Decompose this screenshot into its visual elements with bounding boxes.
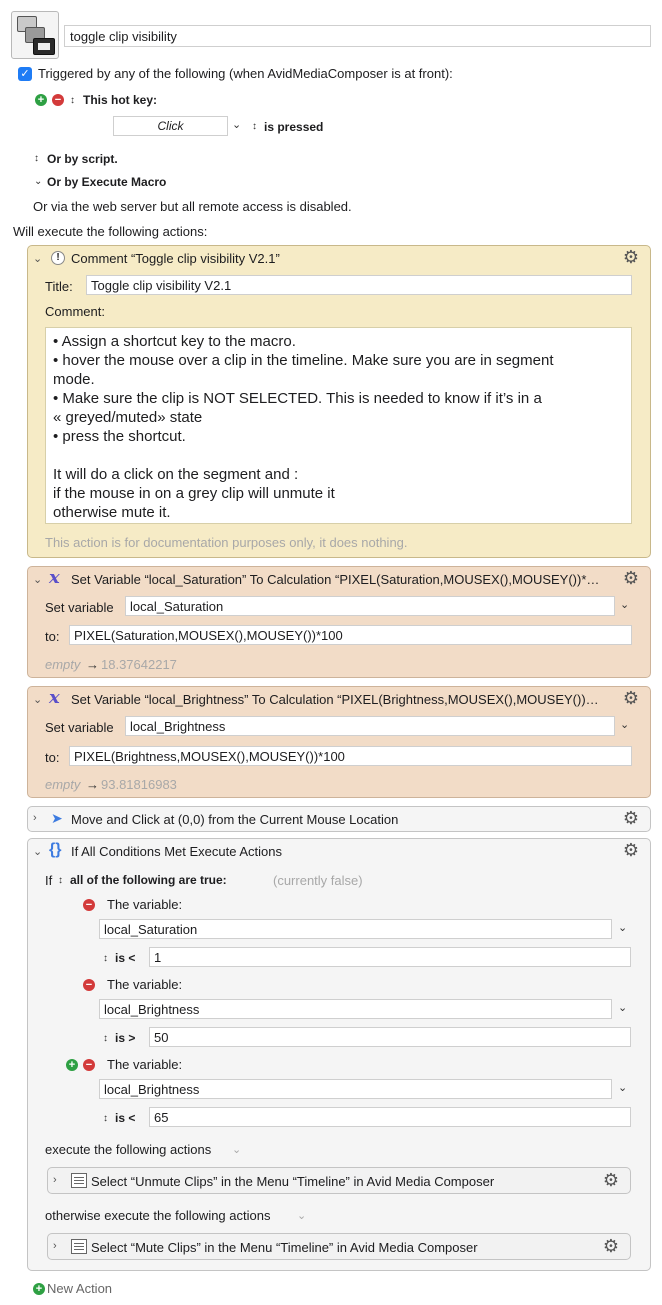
condition-value-input[interactable]: 1 xyxy=(149,947,631,967)
condition-op-stepper[interactable]: ↕ xyxy=(103,953,108,964)
comment-line: mode. xyxy=(53,371,95,388)
setvar1-to-label: to: xyxy=(45,629,60,644)
comment-line: « greyed/muted» state xyxy=(53,409,203,426)
new-action-button[interactable]: New Action xyxy=(47,1281,113,1296)
setvar2-result: 93.81816983 xyxy=(101,777,177,792)
web-server-label: Or via the web server but all remote access is disabled. xyxy=(33,199,352,214)
variable-x-icon: x xyxy=(49,687,60,708)
will-execute-label: Will execute the following actions: xyxy=(13,224,208,239)
cursor-click-icon: ➤ xyxy=(51,810,63,826)
comment-label: Comment: xyxy=(45,304,105,319)
setvar1-disclosure-icon[interactable]: ⌄ xyxy=(33,574,43,586)
if-label: If xyxy=(45,873,53,888)
setvar1-empty-label: empty xyxy=(45,657,81,672)
hotkey-dropdown-icon[interactable]: ⌄ xyxy=(232,119,242,131)
comment-line: if the mouse in on a grey clip will unmute it xyxy=(53,485,335,502)
condition-variable-dropdown-icon[interactable]: ⌄ xyxy=(618,1002,628,1014)
add-trigger-button[interactable]: + xyxy=(35,94,47,106)
trigger-checkbox[interactable]: ✓ xyxy=(18,67,32,81)
condition-variable-input[interactable]: local_Brightness xyxy=(99,1079,612,1099)
setvar2-gear-icon[interactable]: ⚙ xyxy=(622,688,640,708)
comment-line: • press the shortcut. xyxy=(53,428,186,445)
comment-title-input[interactable]: Toggle clip visibility V2.1 xyxy=(86,275,632,295)
condition-mode[interactable]: all of the following are true: xyxy=(70,873,227,887)
if-disclosure-icon[interactable]: ⌄ xyxy=(33,846,43,858)
condition-value-input[interactable]: 65 xyxy=(149,1107,631,1127)
setvar2-arrow-icon: → xyxy=(86,777,99,792)
else-label: otherwise execute the following actions xyxy=(45,1208,271,1223)
comment-line: otherwise mute it. xyxy=(53,504,171,521)
remove-trigger-button[interactable]: − xyxy=(52,94,64,106)
move-click-gear-icon[interactable]: ⚙ xyxy=(622,808,640,828)
then-dropdown-icon[interactable]: ⌄ xyxy=(232,1144,242,1156)
setvar1-set-label: Set variable xyxy=(45,600,114,615)
window-icon-front xyxy=(33,38,55,55)
setvar2-empty-label: empty xyxy=(45,777,81,792)
comment-line: It will do a click on the segment and : xyxy=(53,466,299,483)
comment-action-title: Comment “Toggle clip visibility V2.1” xyxy=(71,251,280,266)
setvar1-variable-dropdown-icon[interactable]: ⌄ xyxy=(620,599,630,611)
unmute-disclosure-icon[interactable]: › xyxy=(53,1174,57,1186)
condition-variable-input[interactable]: local_Saturation xyxy=(99,919,612,939)
trigger-type-stepper[interactable]: ↕ xyxy=(70,95,75,106)
setvar2-variable-input[interactable]: local_Brightness xyxy=(125,716,615,736)
condition-label: The variable: xyxy=(107,977,183,992)
remove-condition-button[interactable]: − xyxy=(83,899,95,911)
else-dropdown-icon[interactable]: ⌄ xyxy=(297,1210,307,1222)
hotkey-condition[interactable]: is pressed xyxy=(264,120,324,134)
comment-title-label: Title: xyxy=(45,279,73,294)
hotkey-field[interactable]: Click xyxy=(113,116,228,136)
comment-disclosure-icon[interactable]: ⌄ xyxy=(33,253,43,265)
condition-op-stepper[interactable]: ↕ xyxy=(103,1113,108,1124)
macro-name-input[interactable]: toggle clip visibility xyxy=(64,25,651,47)
comment-line: • hover the mouse over a clip in the timeline. Make sure you are in segment xyxy=(53,352,554,369)
execute-macro-trigger-stepper[interactable]: ⌄ xyxy=(34,176,43,187)
mute-disclosure-icon[interactable]: › xyxy=(53,1240,57,1252)
new-action-plus-icon[interactable]: + xyxy=(33,1283,45,1295)
condition-op[interactable]: is < xyxy=(115,1111,136,1125)
condition-mode-stepper[interactable]: ↕ xyxy=(58,875,63,886)
condition-op[interactable]: is > xyxy=(115,1031,136,1045)
remove-condition-button[interactable]: − xyxy=(83,1059,95,1071)
setvar1-title: Set Variable “local_Saturation” To Calculation “PIXEL(Saturation,MOUSEX(),MOUSEY())*… xyxy=(71,572,600,587)
if-gear-icon[interactable]: ⚙ xyxy=(622,840,640,860)
condition-op-stepper[interactable]: ↕ xyxy=(103,1033,108,1044)
hotkey-label: This hot key: xyxy=(83,93,158,107)
comment-line: • Assign a shortcut key to the macro. xyxy=(53,333,296,350)
setvar2-title: Set Variable “local_Brightness” To Calculation “PIXEL(Brightness,MOUSEX(),MOUSEY())… xyxy=(71,692,599,707)
condition-value-input[interactable]: 50 xyxy=(149,1027,631,1047)
mute-gear-icon[interactable]: ⚙ xyxy=(602,1236,620,1256)
setvar2-set-label: Set variable xyxy=(45,720,114,735)
condition-variable-dropdown-icon[interactable]: ⌄ xyxy=(618,922,628,934)
setvar2-variable-dropdown-icon[interactable]: ⌄ xyxy=(620,719,630,731)
menu-icon xyxy=(71,1173,87,1188)
setvar2-disclosure-icon[interactable]: ⌄ xyxy=(33,694,43,706)
setvar2-expression-input[interactable]: PIXEL(Brightness,MOUSEX(),MOUSEY())*100 xyxy=(69,746,632,766)
condition-label: The variable: xyxy=(107,1057,183,1072)
move-click-title: Move and Click at (0,0) from the Current Mouse Location xyxy=(71,812,399,827)
braces-icon: {} xyxy=(49,841,62,858)
condition-label: The variable: xyxy=(107,897,183,912)
add-condition-button[interactable]: + xyxy=(66,1059,78,1071)
hotkey-condition-stepper[interactable]: ↕ xyxy=(252,121,257,132)
exclamation-icon: ! xyxy=(51,251,65,265)
comment-gear-icon[interactable]: ⚙ xyxy=(622,247,640,267)
comment-textarea[interactable] xyxy=(45,327,632,524)
setvar1-gear-icon[interactable]: ⚙ xyxy=(622,568,640,588)
script-trigger-stepper[interactable]: ↕ xyxy=(34,153,39,164)
mute-action-title: Select “Mute Clips” in the Menu “Timeline” in Avid Media Composer xyxy=(91,1240,478,1255)
by-script-label: Or by script. xyxy=(47,152,118,166)
comment-line xyxy=(53,446,624,465)
setvar1-result: 18.37642217 xyxy=(101,657,177,672)
move-click-disclosure-icon[interactable]: › xyxy=(33,812,37,824)
variable-x-icon: x xyxy=(49,567,60,588)
remove-condition-button[interactable]: − xyxy=(83,979,95,991)
condition-status: (currently false) xyxy=(273,873,363,888)
then-label: execute the following actions xyxy=(45,1142,212,1157)
trigger-header: Triggered by any of the following (when AvidMediaComposer is at front): xyxy=(38,66,453,81)
menu-icon xyxy=(71,1239,87,1254)
unmute-action-title: Select “Unmute Clips” in the Menu “Timeline” in Avid Media Composer xyxy=(91,1174,495,1189)
comment-footer: This action is for documentation purposes only, it does nothing. xyxy=(45,535,408,550)
setvar1-expression-input[interactable]: PIXEL(Saturation,MOUSEX(),MOUSEY())*100 xyxy=(69,625,632,645)
setvar1-arrow-icon: → xyxy=(86,657,99,672)
macro-icon[interactable] xyxy=(11,11,59,59)
condition-op[interactable]: is < xyxy=(115,951,136,965)
condition-variable-dropdown-icon[interactable]: ⌄ xyxy=(618,1082,628,1094)
unmute-gear-icon[interactable]: ⚙ xyxy=(602,1170,620,1190)
if-action-title: If All Conditions Met Execute Actions xyxy=(71,844,282,859)
setvar2-to-label: to: xyxy=(45,750,60,765)
condition-variable-input[interactable]: local_Brightness xyxy=(99,999,612,1019)
setvar1-variable-input[interactable]: local_Saturation xyxy=(125,596,615,616)
comment-line: • Make sure the clip is NOT SELECTED. This is needed to know if it’s in a xyxy=(53,390,542,407)
by-execute-macro-label: Or by Execute Macro xyxy=(47,175,167,189)
